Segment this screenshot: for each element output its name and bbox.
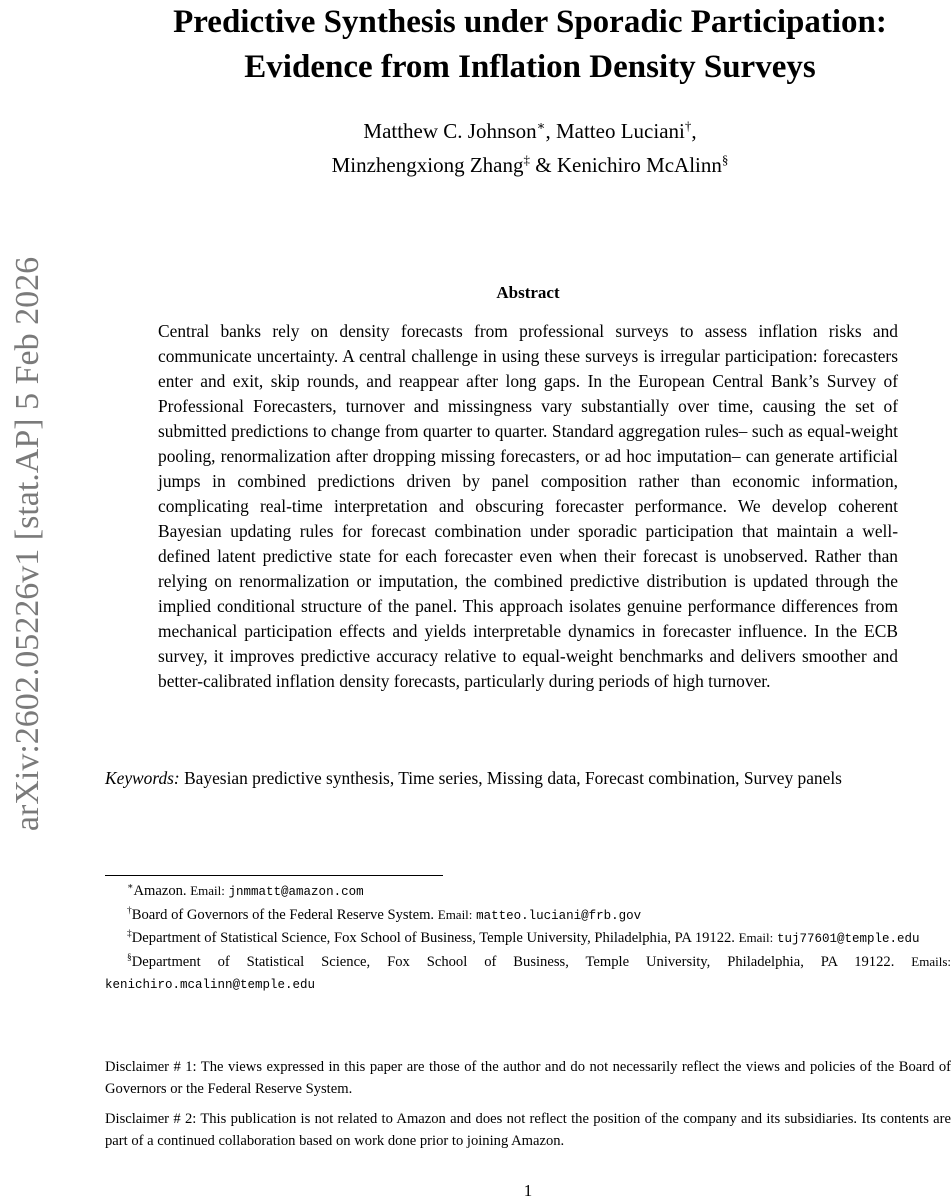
footnote-mark: ∗ bbox=[127, 882, 134, 892]
footnote-email-label: Emails: bbox=[911, 953, 951, 969]
author-line-1 bbox=[160, 114, 900, 148]
author-list bbox=[160, 114, 900, 182]
footnote-email-label: Email: bbox=[738, 930, 774, 945]
disclaimers bbox=[105, 1056, 951, 1160]
footnote-affiliation: Amazon. bbox=[133, 883, 187, 899]
author-footnote-mark[interactable]: † bbox=[684, 118, 692, 133]
paper-title-line-2: Evidence from Inflation Density Surveys bbox=[244, 49, 816, 85]
footnote-email-label: Email: bbox=[190, 883, 225, 898]
footnote-email[interactable]: tuj77601@temple.edu bbox=[776, 932, 920, 946]
author-separator: & bbox=[530, 153, 557, 177]
footnote-mark: § bbox=[127, 952, 132, 963]
author-name: Matthew C. Johnson bbox=[363, 119, 537, 143]
abstract-heading: Abstract bbox=[496, 283, 560, 302]
footnote bbox=[105, 880, 951, 904]
footnotes bbox=[105, 880, 951, 997]
footnote-email[interactable]: kenichiro.mcalinn@temple.edu bbox=[105, 978, 316, 992]
footnote-divider bbox=[105, 875, 443, 876]
author-footnote-mark[interactable]: ∗ bbox=[536, 118, 546, 133]
disclaimer-2: Disclaimer # 2: This publication is not related to Amazon and does not reflect the position of the company and its subsidiaries. Its contents are part of a continued collaboration based on work done prior to joining Amazon. bbox=[105, 1111, 951, 1149]
author-footnote-mark[interactable]: § bbox=[721, 152, 729, 167]
footnote-mark: ‡ bbox=[127, 929, 132, 939]
footnote bbox=[105, 927, 951, 951]
author-line-2 bbox=[160, 148, 900, 182]
footnote bbox=[105, 904, 951, 928]
arxiv-identifier-stamp: arXiv:2602.05226v1 [stat.AP] 5 Feb 2026 bbox=[9, 256, 46, 832]
footnote-affiliation: Board of Governors of the Federal Reserve System. bbox=[131, 906, 435, 923]
author-separator: , bbox=[691, 119, 697, 143]
keywords-paragraph bbox=[105, 765, 951, 791]
page-number: 1 bbox=[523, 1181, 533, 1200]
paper-title bbox=[80, 0, 951, 90]
footnote bbox=[105, 951, 951, 997]
abstract-text: Central banks rely on density forecasts from professional surveys to assess inflation risks and communicate uncertainty. A central challenge in using these surveys is irregular participation: forecasters enter and exit, skip rounds, and reappear after long gaps. In the European Central Bank’s Survey of Professional Forecasters, turnover and missingness vary substantially over time, causing the set of submitted predictions to change from quarter to quarter. Standard aggregation rules– such as equal-weight pooling, renormalization after dropping missing forecasters, or ad hoc imputation– can generate artificial jumps in combined predictions driven by panel composition rather than economic information, complicating real-time interpretation and obscuring forecaster performance. We develop coherent Bayesian updating rules for forecast combination under sporadic participation that maintain a well-defined latent predictive state for each forecaster even when their forecast is unobserved. Rather than relying on renormalization or imputation, the combined predictive distribution is updated through the implied conditional structure of the panel. This approach isolates genuine performance differences from mechanical participation effects and yields interpretable dynamics in forecaster influence. In the ECB survey, it improves predictive accuracy relative to equal-weight benchmarks and delivers smoother and better-calibrated inflation density forecasts, particularly during periods of high turnover. bbox=[158, 321, 898, 691]
footnote-mark: † bbox=[127, 905, 132, 916]
keywords-text: Bayesian predictive synthesis, Time series, Missing data, Forecast combination, Survey panels bbox=[184, 768, 842, 788]
keywords-label: Keywords: bbox=[105, 768, 180, 788]
paper-title-line-1: Predictive Synthesis under Sporadic Participation: bbox=[173, 4, 887, 40]
footnote-email[interactable]: matteo.luciani@frb.gov bbox=[476, 908, 642, 923]
disclaimer-1: Disclaimer # 1: The views expressed in this paper are those of the author and do not necessarily reflect the views and policies of the Board of Governors or the Federal Reserve System. bbox=[105, 1059, 951, 1097]
author-separator: , bbox=[545, 119, 556, 143]
author-name: Matteo Luciani bbox=[555, 119, 685, 143]
author-footnote-mark[interactable]: ‡ bbox=[523, 152, 530, 167]
footnote-affiliation: Department of Statistical Science, Fox School of Business, Temple University, Philadelphia, PA 19122. bbox=[131, 930, 735, 946]
footnote-email[interactable]: jnmmatt@amazon.com bbox=[228, 885, 364, 899]
footnote-email-label: Email: bbox=[437, 906, 473, 922]
author-name: Minzhengxiong Zhang bbox=[331, 153, 524, 177]
footnote-affiliation: Department of Statistical Science, Fox School of Business, Temple University, Philadelphia, PA 19122. bbox=[131, 953, 895, 970]
author-name: Kenichiro McAlinn bbox=[556, 153, 722, 177]
